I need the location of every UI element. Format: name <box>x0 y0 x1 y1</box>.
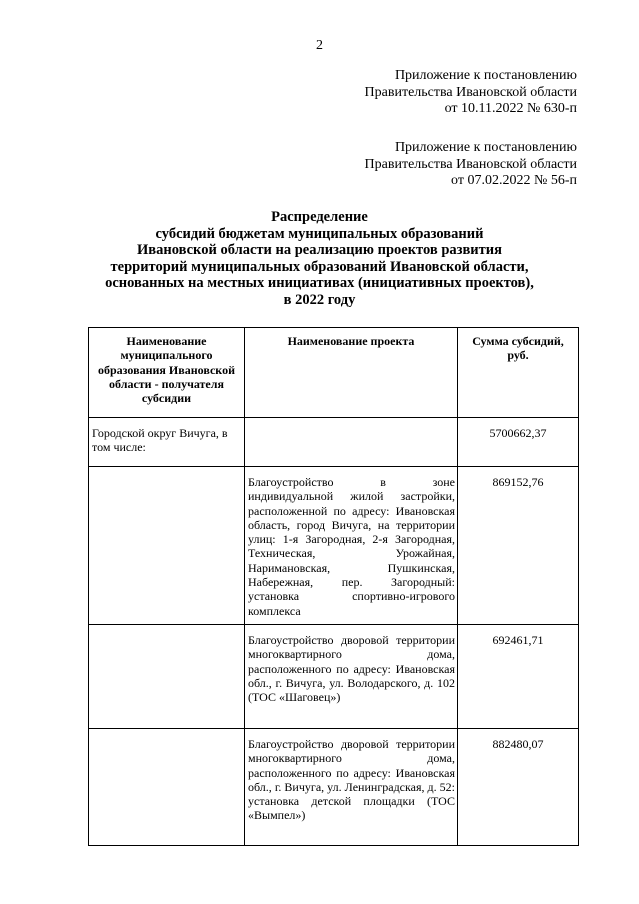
appendix-line: Правительства Ивановской области <box>364 156 577 172</box>
cell-amount: 692461,71 <box>458 625 579 729</box>
cell-amount: 5700662,37 <box>458 418 579 467</box>
appendix-current-decree <box>365 68 577 118</box>
title-line: субсидий бюджетам муниципальных образований <box>155 225 484 242</box>
document-title <box>60 209 579 308</box>
title-line: Распределение <box>271 209 368 225</box>
appendix-original-decree <box>365 140 577 190</box>
appendix-date-line: от 07.02.2022 № 56-п <box>451 173 577 188</box>
title-line: основанных на местных инициативах (инициативных проектов), <box>105 275 534 291</box>
header-municipality: Наименование муниципального образования Ивановской области - получателя субсидии <box>89 328 245 418</box>
cell-project: Благоустройство дворовой территории многоквартирного дома, расположенного по адресу: Ивановская обл., г. Вичуга, ул. Ленинградская, д. 52: установка детской площадки (ТОС «Вымпел») <box>245 729 458 846</box>
appendix-date-line: от 10.11.2022 № 630-п <box>444 101 577 116</box>
cell-amount: 869152,76 <box>458 467 579 625</box>
table-row <box>89 625 579 729</box>
subsidies-table <box>88 327 579 846</box>
cell-project <box>245 418 458 467</box>
cell-municipality <box>89 467 245 625</box>
appendix-line: Приложение к постановлению <box>394 68 577 83</box>
table-row <box>89 729 579 846</box>
title-line: территорий муниципальных образований Ивановской области, <box>110 258 529 275</box>
table-header-row <box>89 328 579 418</box>
table-row <box>89 418 579 467</box>
cell-municipality: Городской округ Вичуга, в том числе: <box>89 418 245 467</box>
cell-municipality <box>89 729 245 846</box>
cell-project: Благоустройство дворовой территории многоквартирного дома, расположенного по адресу: Ивановская обл., г. Вичуга, ул. Володарского, д. 102 (ТОС «Шаговец») <box>245 625 458 729</box>
header-project: Наименование проекта <box>245 328 458 418</box>
cell-project: Благоустройство в зоне индивидуальной жилой застройки, расположенной по адресу: Ивановская область, город Вичуга, на территории улиц: 1-я Загородная, 2-я Загородная, Техническая, Урожайная, Наримановская, Пушкинская, Набережная, пер. Загородный: установка спортивно-игрового комплекса <box>245 467 458 625</box>
cell-municipality <box>89 625 245 729</box>
header-amount: Сумма субсидий, руб. <box>458 328 579 418</box>
title-line: Ивановской области на реализацию проектов развития <box>137 242 502 258</box>
appendix-line: Правительства Ивановской области <box>364 84 577 100</box>
title-line: в 2022 году <box>283 291 356 308</box>
page-number: 2 <box>316 38 323 53</box>
table-row <box>89 467 579 625</box>
appendix-line: Приложение к постановлению <box>394 140 577 155</box>
cell-amount: 882480,07 <box>458 729 579 846</box>
